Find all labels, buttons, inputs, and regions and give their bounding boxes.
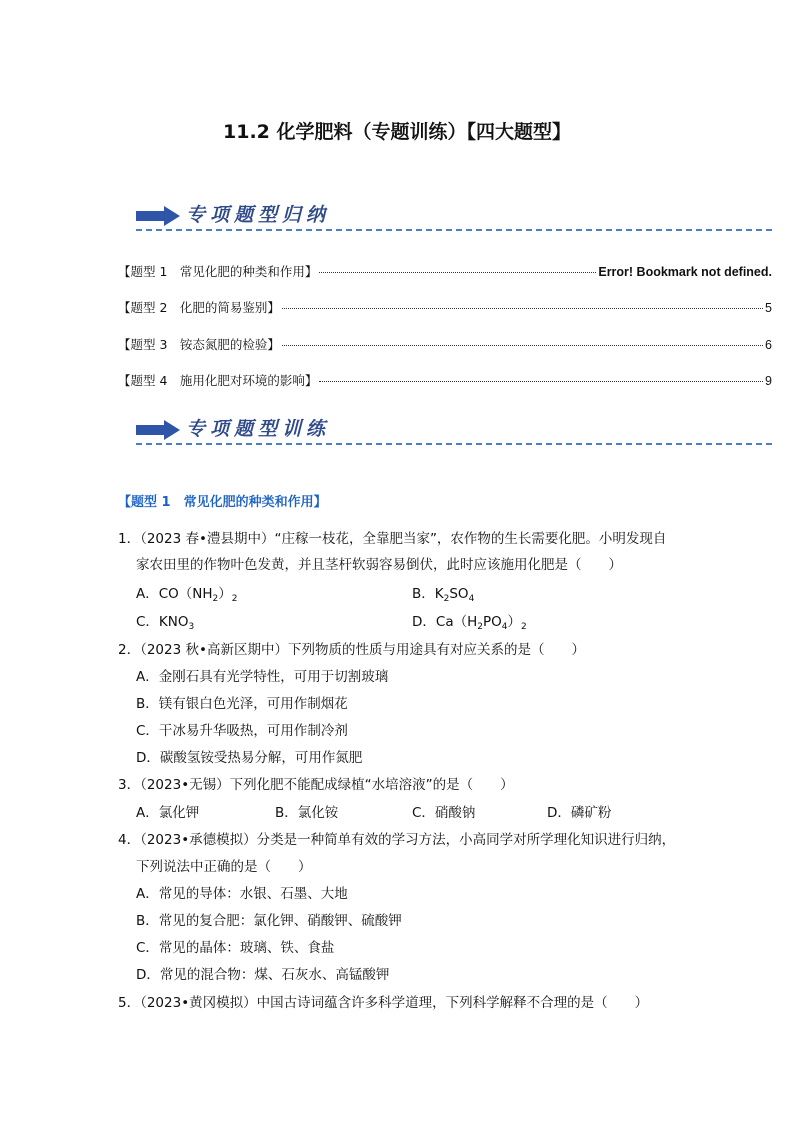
question-1-text-cont: 家农田里的作物叶色发黄，并且茎杆软弱容易倒伏，此时应该施用化肥是（ ）	[136, 557, 622, 573]
arrow-right-icon	[136, 420, 180, 440]
option-a: A．$CO(NH_2)_2$	[136, 586, 238, 604]
toc-page: Error! Bookmark not defined.	[598, 265, 772, 279]
option-b: B．常见的复合肥：氯化钾、硝酸钾、硫酸钾	[136, 913, 402, 929]
toc-label: 【题型 1 常见化肥的种类和作用】	[118, 264, 318, 279]
toc-page: 9	[765, 374, 772, 388]
arrow-right-icon	[136, 206, 180, 226]
option-a: A．金刚石具有光学特性，可用于切割玻璃	[136, 669, 389, 685]
divider	[136, 229, 772, 231]
question-4-text: 4．（2023•承德模拟）分类是一种简单有效的学习方法，小高同学对所学理化知识进行归纳，	[118, 832, 676, 848]
toc-leader	[282, 308, 763, 309]
question-1-text: 1．（2023 春•澧县期中）“庄稼一枝花，全靠肥当家”，农作物的生长需要化肥。小明发现自	[118, 531, 667, 547]
option-c: C．$KNO_3$	[136, 614, 195, 632]
option-a: A．常见的导体：水银、石墨、大地	[136, 886, 348, 902]
banner-title: 专项题型归纳	[186, 204, 331, 226]
option-a: A．氯化钾	[136, 805, 200, 821]
toc-leader	[282, 345, 763, 346]
option-d: D．磷矿粉	[547, 805, 612, 821]
option-d: D．碳酸氢铵受热易分解，可用作氮肥	[136, 750, 363, 766]
toc-page: 6	[765, 338, 772, 352]
option-c: C．干冰易升华吸热，可用作制冷剂	[136, 723, 348, 739]
option-c: C．常见的晶体：玻璃、铁、食盐	[136, 940, 335, 956]
divider	[136, 443, 772, 445]
toc-label: 【题型 2 化肥的简易鉴别】	[118, 300, 280, 315]
toc-page: 5	[765, 301, 772, 315]
option-b: B．$K_2SO_4$	[412, 586, 475, 604]
section-heading: 【题型 1 常见化肥的种类和作用】	[118, 495, 327, 510]
page-title: 11.2 化学肥料（专题训练）【四大题型】	[223, 121, 571, 143]
question-3-text: 3．（2023•无锡）下列化肥不能配成绿植“水培溶液”的是（ ）	[118, 777, 514, 793]
option-d: D．常见的混合物：煤、石灰水、高锰酸钾	[136, 967, 390, 983]
option-b: B．镁有银白色光泽，可用作制烟花	[136, 696, 348, 712]
option-d: D．$Ca(H_2PO_4)_2$	[412, 614, 527, 632]
toc-entry[interactable]	[118, 262, 772, 280]
toc-entry[interactable]	[118, 335, 772, 353]
section-banner-training	[136, 414, 772, 448]
toc-leader	[319, 272, 596, 273]
question-2-text: 2．（2023 秋•高新区期中）下列物质的性质与用途具有对应关系的是（ ）	[118, 642, 585, 658]
toc-label: 【题型 4 施用化肥对环境的影响】	[118, 373, 318, 388]
option-c: C．硝酸钠	[412, 805, 476, 821]
option-b: B．氯化铵	[275, 805, 339, 821]
question-5-text: 5．（2023•黄冈模拟）中国古诗词蕴含许多科学道理，下列科学解释不合理的是（ ）	[118, 995, 649, 1011]
section-banner-summary	[136, 200, 772, 234]
banner-title: 专项题型训练	[186, 418, 331, 440]
toc-leader	[319, 381, 763, 382]
toc-entry[interactable]	[118, 298, 772, 316]
question-4-text-cont: 下列说法中正确的是（ ）	[136, 859, 312, 875]
toc-entry[interactable]	[118, 371, 772, 389]
toc-label: 【题型 3 铵态氮肥的检验】	[118, 337, 280, 352]
